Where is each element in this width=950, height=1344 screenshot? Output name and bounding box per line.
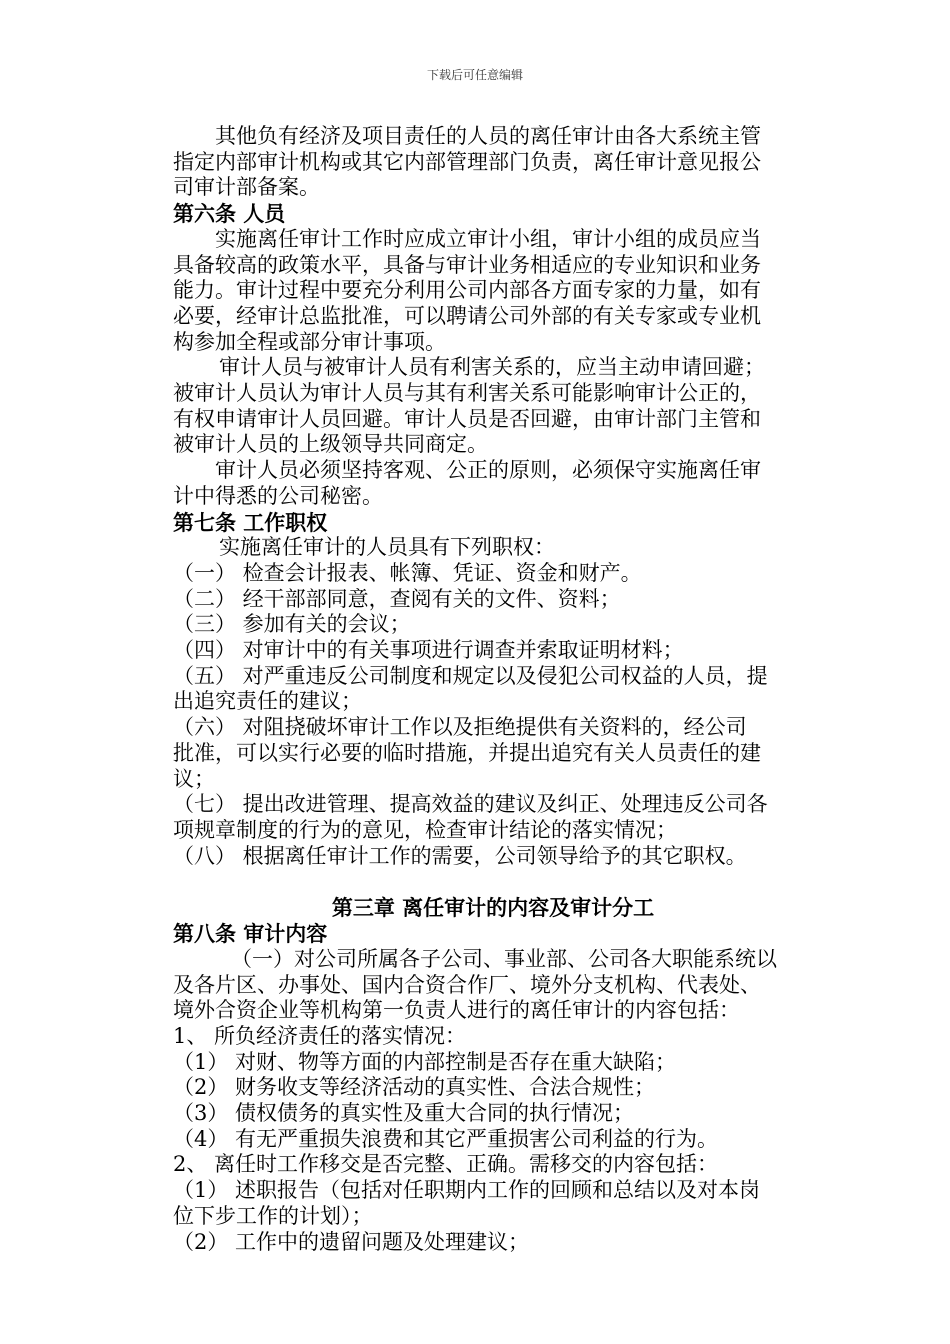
text-line: 实施离任审计的人员具有下列职权：	[219, 535, 555, 560]
text-line: （三） 参加有关的会议；	[173, 612, 411, 637]
text-line: （二） 经干部部同意，查阅有关的文件、资料；	[173, 586, 621, 611]
text-line: 其他负有经济及项目责任的人员的离任审计由各大系统主管	[215, 124, 761, 148]
document-body	[173, 124, 813, 1255]
text-line: （2） 工作中的遗留问题及处理建议；	[173, 1229, 530, 1254]
text-line: 被审计人员的上级领导共同商定。	[173, 432, 488, 457]
text-line: 审计人员与被审计人员有利害关系的，应当主动申请回避；	[219, 355, 765, 380]
text-line: （六） 对阻挠破坏审计工作以及拒绝提供有关资料的，经公司	[173, 715, 747, 740]
text-line: 批准，可以实行必要的临时措施，并提出追究有关人员责任的建	[173, 740, 761, 765]
text-line: （1） 对财、物等方面的内部控制是否存在重大缺陷；	[173, 1049, 677, 1074]
text-line: 司审计部备案。	[173, 175, 320, 200]
text-line: 必要，经审计总监批准，可以聘请公司外部的有关专家或专业机	[173, 303, 761, 328]
text-line: （八） 根据离任审计工作的需要，公司领导给予的其它职权。	[173, 843, 747, 868]
text-line: （2） 财务收支等经济活动的真实性、合法合规性；	[173, 1075, 656, 1100]
text-line: 有权申请审计人员回避。审计人员是否回避，由审计部门主管和	[173, 406, 761, 431]
section-heading: 第八条 审计内容	[173, 921, 328, 947]
text-line: （五） 对严重违反公司制度和规定以及侵犯公司权益的人员，提	[173, 663, 768, 688]
text-line: （1） 述职报告（包括对任职期内工作的回顾和总结以及对本岗	[173, 1178, 761, 1203]
section-heading: 第六条 人员	[173, 201, 286, 227]
text-line: 1、 所负经济责任的落实情况：	[173, 1023, 467, 1048]
text-line: （4） 有无严重损失浪费和其它严重损害公司利益的行为。	[173, 1126, 719, 1151]
section-heading: 第七条 工作职权	[173, 509, 328, 535]
text-line: 指定内部审计机构或其它内部管理部门负责，离任审计意见报公	[173, 149, 761, 174]
text-line: 议；	[173, 766, 215, 791]
text-line: （3） 债权债务的真实性及重大合同的执行情况；	[173, 1101, 635, 1126]
chapter-heading: 第三章 离任审计的内容及审计分工	[331, 895, 655, 921]
text-line: （一）对公司所属各子公司、事业部、公司各大职能系统以	[231, 946, 777, 971]
text-line: 出追究责任的建议；	[173, 689, 362, 714]
text-line: 计中得悉的公司秘密。	[173, 483, 383, 508]
text-line: 审计人员必须坚持客观、公正的原则，必须保守实施离任审	[215, 458, 761, 483]
text-line: 项规章制度的行为的意见，检查审计结论的落实情况；	[173, 817, 677, 842]
text-line: 位下步工作的计划）；	[173, 1203, 373, 1228]
text-line: 实施离任审计工作时应成立审计小组，审计小组的成员应当	[215, 226, 761, 251]
text-line: 构参加全程或部分审计事项。	[173, 329, 446, 354]
text-line: 被审计人员认为审计人员与其有利害关系可能影响审计公正的，	[173, 381, 761, 406]
text-line: 具备较高的政策水平，具备与审计业务相适应的专业知识和业务	[173, 252, 761, 277]
text-line: （一） 检查会计报表、帐簿、凭证、资金和财产。	[173, 560, 642, 585]
page-header: 下载后可任意编辑	[426, 68, 523, 82]
text-line: 及各片区、办事处、国内合资合作厂、境外分支机构、代表处、	[173, 972, 761, 997]
text-line: 2、 离任时工作移交是否完整、正确。需移交的内容包括：	[173, 1152, 719, 1177]
text-line: 能力。审计过程中要充分利用公司内部各方面专家的力量，如有	[173, 278, 761, 303]
text-line: （四） 对审计中的有关事项进行调查并索取证明材料；	[173, 638, 684, 663]
text-line: 境外合资企业等机构第一负责人进行的离任审计的内容包括：	[173, 998, 740, 1023]
text-line: （七） 提出改进管理、提高效益的建议及纠正、处理违反公司各	[173, 792, 768, 817]
